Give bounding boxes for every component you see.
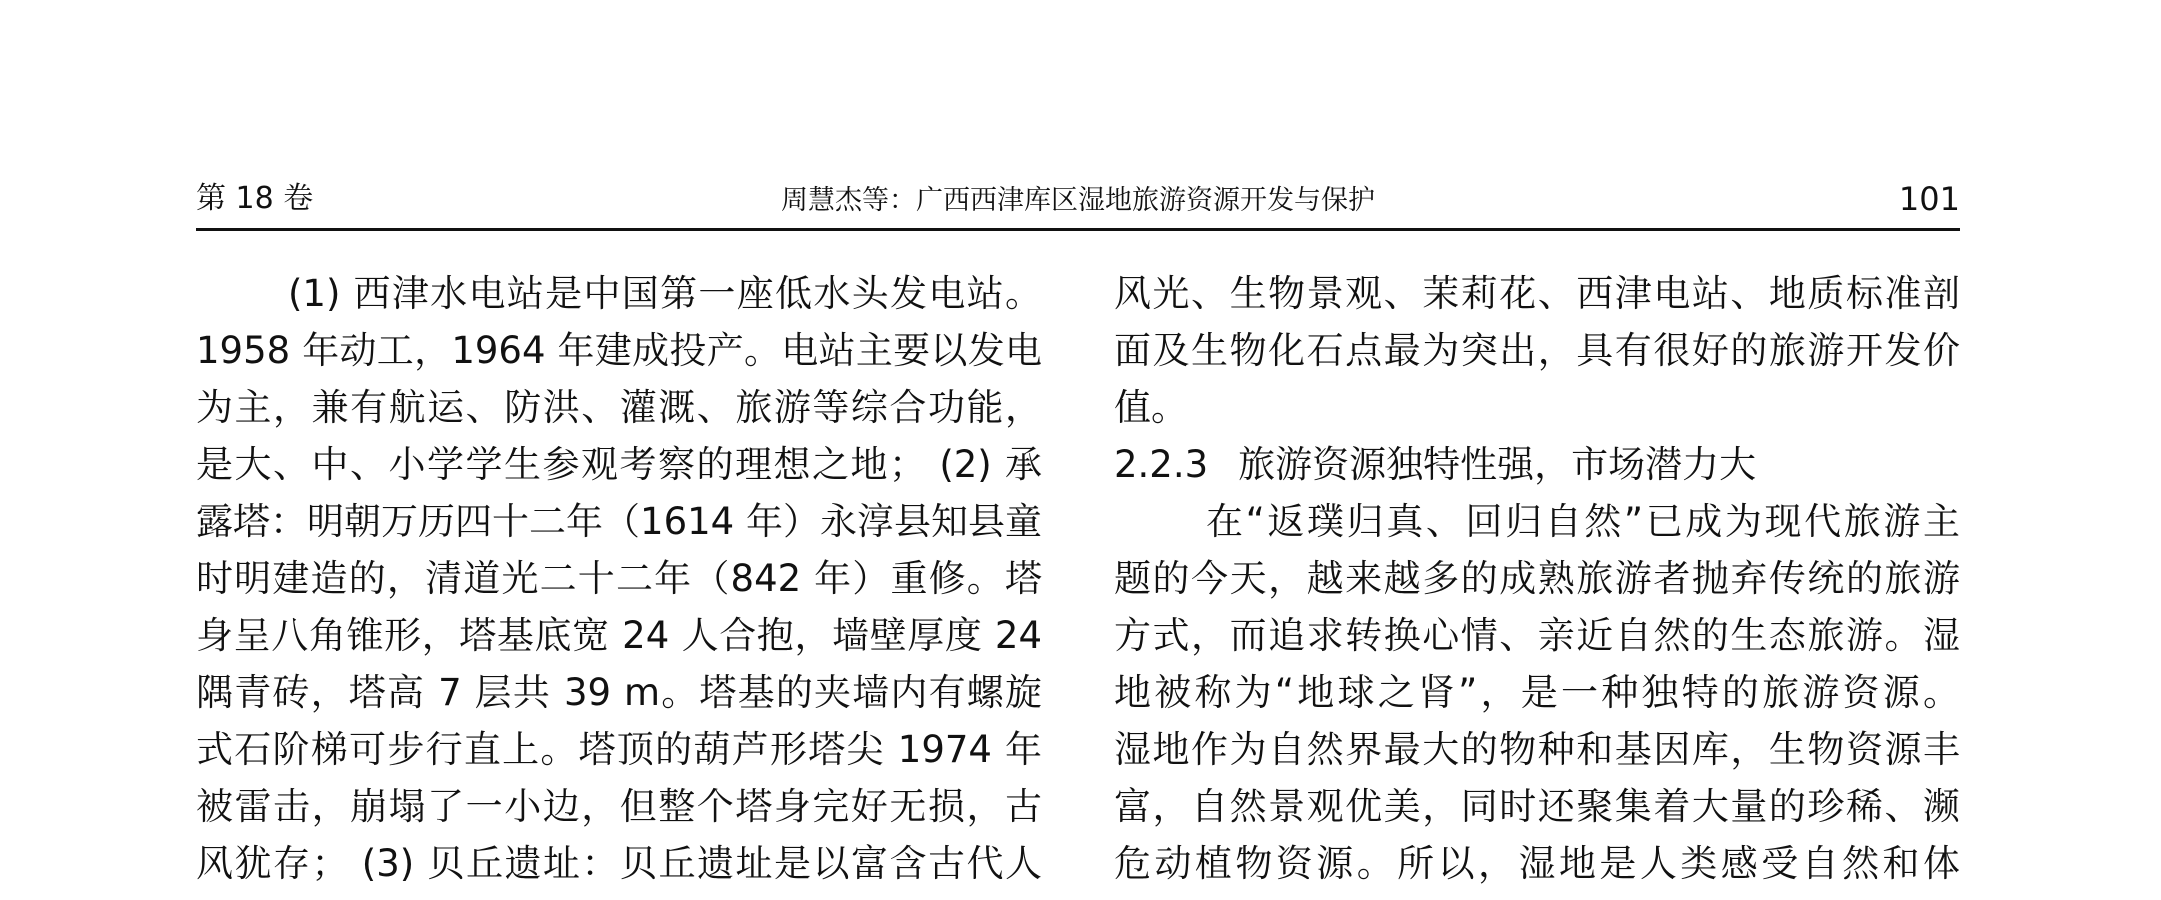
paragraph-line: 身呈八角锥形，塔基底宽 24 人合抱，墙壁厚度 24 (196, 614, 1042, 657)
paragraph-line: 时明建造的，清道光二十二年（842 年）重修。塔 (196, 557, 1042, 600)
paragraph-line: 值。 (1114, 386, 1188, 429)
left-column (196, 265, 1042, 892)
paragraph-line: 风犹存； (3) 贝丘遗址：贝丘遗址是以富含古代人 (196, 842, 1042, 885)
paragraph-line: 为主，兼有航运、防洪、灌溉、旅游等综合功能， (196, 386, 1042, 429)
section-title: 旅游资源独特性强，市场潜力大 (1238, 443, 1757, 486)
paragraph-line: 露塔：明朝万历四十二年（1614 年）永淳县知县童 (196, 500, 1042, 543)
paragraph-line: 富，自然景观优美，同时还聚集着大量的珍稀、濒 (1114, 785, 1960, 828)
paragraph-line: 风光、生物景观、茉莉花、西津电站、地质标准剖 (1114, 272, 1960, 315)
paragraph-line: 地被称为“地球之肾”，是一种独特的旅游资源。 (1114, 671, 1960, 714)
paragraph-line: 在“返璞归真、回归自然”已成为现代旅游主 (1206, 500, 1960, 543)
section-number: 2.2.3 (1114, 443, 1209, 486)
paragraph-line: 1958 年动工，1964 年建成投产。电站主要以发电 (196, 329, 1042, 372)
running-title: 周慧杰等：广西西津库区湿地旅游资源开发与保护 (781, 185, 1375, 216)
paragraph-line: 式石阶梯可步行直上。塔顶的葫芦形塔尖 1974 年 (196, 728, 1042, 771)
paragraph-line: 隅青砖，塔高 7 层共 39 m。塔基的夹墙内有螺旋 (196, 671, 1042, 714)
volume-label: 第 18 卷 (196, 181, 314, 216)
paragraph-line: 被雷击，崩塌了一小边，但整个塔身完好无损，古 (196, 785, 1042, 828)
running-head (196, 160, 1960, 231)
section-heading (1114, 436, 1960, 493)
paragraph-line: 题的今天，越来越多的成熟旅游者抛弃传统的旅游 (1114, 557, 1960, 600)
paragraph-line: 方式，而追求转换心情、亲近自然的生态旅游。湿 (1114, 614, 1960, 657)
paragraph-line: 危动植物资源。所以，湿地是人类感受自然和体 (1114, 842, 1960, 885)
right-column (1114, 265, 1960, 892)
paragraph-line: (1) 西津水电站是中国第一座低水头发电站。 (288, 272, 1042, 315)
page-number: 101 (1898, 180, 1960, 218)
paragraph-line: 面及生物化石点最为突出，具有很好的旅游开发价 (1114, 329, 1960, 372)
paragraph-line: 是大、中、小学学生参观考察的理想之地； (2) 承 (196, 443, 1042, 486)
paragraph-line: 湿地作为自然界最大的物种和基因库，生物资源丰 (1114, 728, 1960, 771)
